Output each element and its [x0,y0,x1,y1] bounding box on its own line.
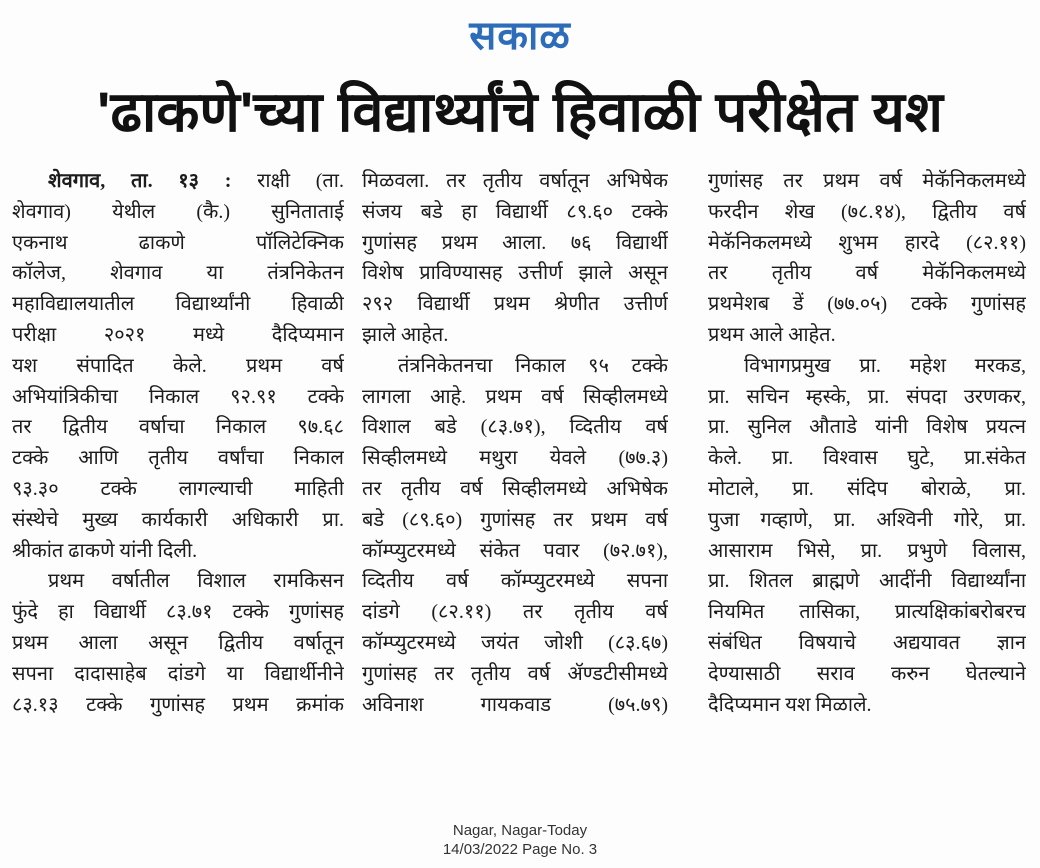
article-line [362,659,668,690]
article-line-text: दैदिप्यमान यश मिळाले. [708,693,872,716]
footer-date-page: 14/03/2022 Page No. 3 [442,841,598,858]
dateline: शेवगाव, ता. १३ : [48,170,232,192]
article-line-text: महाविद्यालयातील विद्यार्थ्यांनी हिवाळी [12,293,344,316]
article-line-text: देण्यासाठी सराव करुन घेतल्याने [708,662,1026,685]
article-line-text: टक्के आणि तृतीय वर्षांचा निकाल [12,447,344,470]
article-line-text: फुंदे हा विद्यार्थी ८३.७१ टक्के गुणांसह [12,601,344,624]
article-line-text: फरदीन शेख (७८.१४), द्वितीय वर्ष [708,200,1026,223]
article-line [12,382,344,413]
article-line [12,443,344,474]
article-line-text: अभियांत्रिकीचा निकाल ९२.९१ टक्के [12,385,344,408]
article-line [362,258,668,289]
article-line-text: शेवगाव) येथील (कै.) सुनिताताई [12,200,344,223]
article-line [708,412,1026,443]
article-column-3 [708,166,1026,720]
article-line-text: प्रथम वर्षातील विशाल रामकिसन [48,570,344,593]
article-line [12,351,344,382]
article-line-text: यश संपादित केले. प्रथम वर्ष [12,354,344,377]
article-line [12,659,344,690]
article-line [708,228,1026,259]
article-line-text: केले. प्रा. विश्वास घुटे, प्रा.संकेत [708,447,1026,470]
footer-edition: Nagar, Nagar-Today [452,822,588,839]
article-line [362,566,668,597]
article-line-text: मोटाले, प्रा. संदिप बोराळे, प्रा. [708,477,1026,500]
article-column-1 [12,166,344,720]
article-line-text: मेकॅनिकलमध्ये शुभम हारदे (८२.११) [708,231,1026,254]
article-line-text: तंत्रनिकेतनचा निकाल ९५ टक्के [398,354,668,377]
article-line [708,628,1026,659]
article-line-text: नियमित तासिका, प्रात्यक्षिकांबरोबरच [708,601,1026,624]
article-line-text: मिळवला. तर तृतीय वर्षातून अभिषेक [362,170,668,192]
article-line-text: आसाराम भिसे, प्रा. प्रभुणे विलास, [708,539,1026,562]
article-line [362,474,668,505]
article-line [362,351,668,382]
article-line [708,258,1026,289]
article-line-text: ८३.१३ टक्के गुणांसह प्रथम क्रमांक [12,693,344,716]
article-line [12,197,344,228]
article-line [12,474,344,505]
article-line-text: संजय बडे हा विद्यार्थी ८९.६० टक्के [362,200,668,223]
article-line-text: प्रा. सुनिल औताडे यांनी विशेष प्रयत्न [708,416,1026,439]
article-line [362,166,668,197]
article-line-text: ९३.३० टक्के लागल्याची माहिती [12,477,344,500]
article-line [362,690,668,721]
article-line [708,566,1026,597]
article-line [12,628,344,659]
article-line [708,659,1026,690]
article-line-text: प्रथम आले आहेत. [708,323,836,346]
article-line [12,228,344,259]
article-line [362,443,668,474]
article-line-text: पुजा गव्हाणे, प्रा. अश्विनी गोरे, प्रा. [708,508,1026,531]
article-line [708,382,1026,413]
article-line [362,597,668,628]
article-line-text: विशेष प्राविण्यासह उत्तीर्ण झाले असून [362,262,668,285]
article-line-text: प्रा. सचिन म्हस्के, प्रा. संपदा उरणकर, [708,385,1026,408]
article-line-text: परीक्षा २०२१ मध्ये दैदिप्यमान [12,323,344,346]
article-line [12,289,344,320]
article-line-text: सपना दादासाहेब दांडगे या विद्यार्थीनीने [12,662,344,685]
article-line-text: राक्षी (ता. [231,170,344,192]
article-line [362,505,668,536]
article-line-text: विशाल बडे (८३.७१), व्दितीय वर्ष [362,416,668,439]
article-line-text: प्रथमेशब डें (७७.०५) टक्के गुणांसह [708,293,1026,316]
article-line-text: गुणांसह तर तृतीय वर्ष ॲण्डटीसीमध्ये [362,662,668,685]
article-line-text: कॉम्प्युटरमध्ये जयंत जोशी (८३.६७) [362,631,668,654]
article-line [708,505,1026,536]
article-column-2 [362,166,668,720]
article-line-text: तर तृतीय वर्ष मेकॅनिकलमध्ये [708,262,1026,285]
article-line [708,197,1026,228]
article-line-text: कॉलेज, शेवगाव या तंत्रनिकेतन [12,262,344,285]
article-line [12,566,344,597]
article-line-text: व्दितीय वर्ष कॉम्प्युटरमध्ये सपना [362,570,668,593]
article-line [12,258,344,289]
article-line [362,197,668,228]
article-line-text: अविनाश गायकवाड (७५.७९) [362,693,668,716]
article-line-text: संबंधित विषयाचे अद्ययावत ज्ञान [708,631,1026,654]
article-line [708,289,1026,320]
article-line [362,536,668,567]
article-line-text: कॉम्प्युटरमध्ये संकेत पवार (७२.७१), [362,539,668,562]
article-line [708,166,1026,197]
newspaper-logo: सकाळ [469,14,571,58]
article-line-text: तर द्वितीय वर्षाचा निकाल ९७.६८ [12,416,344,439]
article-line [708,536,1026,567]
article-line [708,443,1026,474]
article-line-text: झाले आहेत. [362,323,449,346]
article-line [708,320,1026,351]
article-line-text: तर तृतीय वर्ष सिव्हीलमध्ये अभिषेक [362,477,668,500]
article-line [708,690,1026,721]
article-line [362,412,668,443]
article-line-text: संस्थेचे मुख्य कार्यकारी अधिकारी प्रा. [12,508,344,531]
article-line-text: विभागप्रमुख प्रा. महेश मरकड, [744,354,1026,377]
article-line [12,166,344,197]
article-line-text: गुणांसह तर प्रथम वर्ष मेकॅनिकलमध्ये [708,170,1026,192]
article-line [12,320,344,351]
article-line-text: बडे (८९.६०) गुणांसह तर प्रथम वर्ष [362,508,668,531]
article-line [362,289,668,320]
article-line [12,597,344,628]
article-line-text: प्रथम आला असून द्वितीय वर्षातून [12,631,344,654]
article-line [12,536,344,567]
article-line [708,474,1026,505]
article-line-text: दांडगे (८२.११) तर तृतीय वर्ष [362,601,668,624]
article-line [12,412,344,443]
article-line [12,690,344,721]
article-line [362,228,668,259]
article-line [708,597,1026,628]
article-line-text: श्रीकांत ढाकणे यांनी दिली. [12,539,198,562]
article-line-text: गुणांसह प्रथम आला. ७६ विद्यार्थी [362,231,668,254]
article-line-text: सिव्हीलमध्ये मथुरा येवले (७७.३) [362,447,668,470]
article-line [12,505,344,536]
article-line-text: २९२ विद्यार्थी प्रथम श्रेणीत उत्तीर्ण [362,293,668,316]
article-line-text: लागला आहे. प्रथम वर्ष सिव्हीलमध्ये [362,385,668,408]
article-line [362,628,668,659]
article-line-text: प्रा. शितल ब्राह्मणे आदींनी विद्यार्थ्यांना [708,570,1026,593]
article-line [708,351,1026,382]
article-line [362,320,668,351]
article-line [362,382,668,413]
article-line-text: एकनाथ ढाकणे पॉलिटेक्निक [12,231,344,254]
headline: 'ढाकणे'च्या विद्यार्थ्यांचे हिवाळी परीक्षेत यश [97,80,943,143]
